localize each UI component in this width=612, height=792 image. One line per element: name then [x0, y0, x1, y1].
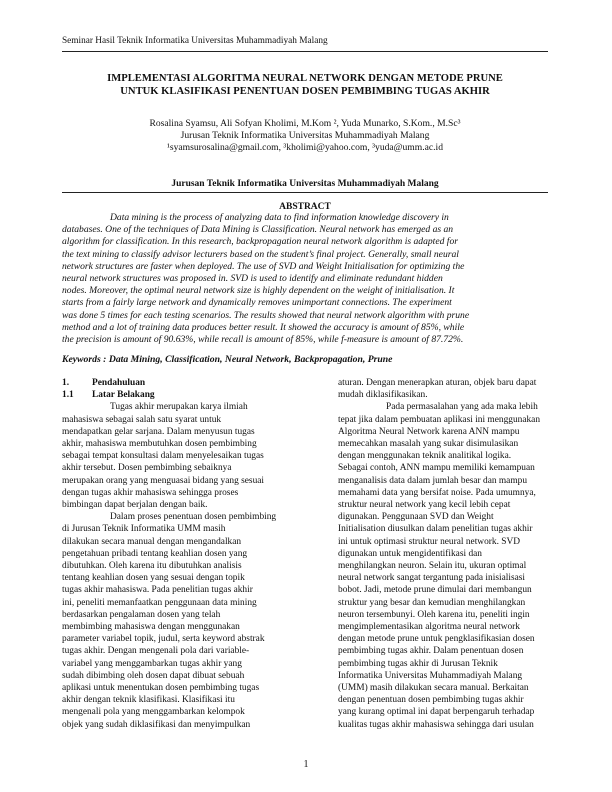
text-line: digunakan. Penggunaan SVD dan Weight [338, 512, 494, 523]
text-line: menghilangkan neuron. Selain itu, ukuran optimal [338, 561, 527, 572]
text-line: mudah diklasifikasikan. [338, 390, 428, 401]
text-line: method and a lot of training data produces better result. It showed the accuracy is amount of 85%, while [62, 321, 465, 333]
author-affiliation: Jurusan Teknik Informatika Universitas Muhammadiyah Malang [180, 130, 430, 142]
author-names: Rosalina Syamsu, Ali Sofyan Kholimi, M.Kom ², Yuda Munarko, S.Kom., M.Sc³ [149, 118, 461, 129]
title-line: UNTUK KLASIFIKASI PENENTUAN DOSEN PEMBIMBING TUGAS AKHIR [120, 85, 490, 97]
page-number: 1 [303, 759, 309, 770]
text-line: mahasiswa sebagai salah satu syarat untuk [62, 414, 222, 425]
title-line: IMPLEMENTASI ALGORITMA NEURAL NETWORK DENGAN METODE PRUNE [107, 73, 503, 84]
text-line: Data mining is the process of analyzing data to find information knowledge discovery in [110, 212, 449, 223]
text-line: akhir dengan teknik klasifikasi. Klasifikasi itu [62, 695, 235, 706]
text-line: di Jurusan Teknik Informatika UMM masih [62, 524, 226, 535]
text-line: dilakukan secara manual dengan mengandalkan [62, 536, 242, 547]
section-heading [62, 377, 274, 389]
abstract-body [62, 212, 548, 346]
section-title: Pendahuluan [92, 378, 146, 388]
text-line: akhir, mahasiswa membutuhkan dosen pembimbing [62, 439, 257, 450]
text-line: ini untuk optimasi struktur neural network. SVD [338, 536, 521, 547]
text-line: nodes. Moreover, the optimal neural network size is highly dependent on the weight of initialisation. It [62, 285, 455, 297]
text-line: neural network sangat tergantung pada inisialisasi [338, 573, 526, 584]
author-block [62, 118, 548, 155]
text-line: mengenali pola yang menggambarkan kelompok [62, 707, 245, 718]
text-line: memecahkan masalah yang sukar disimulasikan [338, 439, 519, 450]
text-line: was done 5 times for each testing scenarios. The results showed that neural network algorithm with prune [62, 309, 470, 321]
text-line: dengan tugas akhir mahasiswa sehingga proses [62, 487, 239, 498]
text-line: membimbing mahasiswa dengan menggunakan [62, 622, 240, 633]
paper-title [62, 73, 548, 98]
text-line: bimbingan dapat berjalan dengan baik. [62, 500, 208, 511]
text-line: berdasarkan pengalaman dosen yang telah [62, 609, 221, 620]
section-number: 1. [62, 378, 70, 388]
text-line: dengan penentuan dosen pembimbing tugas akhir [338, 695, 524, 706]
text-line: aplikasi untuk menentukan dosen pembimbing tugas [62, 683, 260, 694]
text-line: bobot. Jadi, metode prune dimulai dari membangun [338, 585, 532, 596]
text-line: tugas akhir. Dengan mengenali pola dari variable- [62, 646, 250, 657]
subsection-number: 1.1 [62, 390, 74, 401]
text-line: sudah dibimbing oleh dosen dapat dibuat sebuah [62, 670, 245, 681]
text-line: merupakan orang yang menguasai bidang yang sesuai [62, 475, 265, 486]
text-line: the precision is amount of 90.63%, while recall is amount of 85%, while f-measure is amount of 87.72%. [62, 334, 464, 346]
text-line: Sebagai contoh, ANN mampu memiliki kemampuan [338, 463, 535, 474]
affiliation-banner: Jurusan Teknik Informatika Universitas Muhammadiyah Malang [171, 179, 439, 189]
text-line: kualitas tugas akhir mahasiswa sehingga dari usulan [338, 719, 534, 730]
text-line: Algoritma Neural Network karena ANN mampu [338, 426, 520, 437]
affiliation-divider [62, 192, 548, 193]
text-line: the text mining to classify advisor lecturers based on the student’s final project. Generally, small neural [62, 248, 459, 260]
text-line: mengimplementasikan algoritma neural network [338, 622, 520, 633]
text-line: pembimbing tugas akhir di Jurusan Teknik [338, 658, 498, 669]
text-line: aturan. Dengan menerapkan aturan, objek baru dapat [338, 378, 537, 388]
text-line: pembimbing tugas akhir. Dalam penentuan dosen [338, 646, 524, 657]
abstract-heading: ABSTRACT [279, 202, 331, 212]
author-emails: ¹syamsurosalina@gmail.com, ³kholimi@yahoo.com, ³yuda@umm.ac.id [167, 142, 443, 154]
text-line: neuron tersembunyi. Oleh karena itu, peneliti ingin [338, 609, 530, 620]
header-divider [62, 51, 548, 52]
text-line: Pada permasalahan yang ada maka lebih [386, 402, 538, 413]
text-line: memahami data yang bersifat noise. Pada umumnya, [338, 487, 536, 498]
text-line: digunakan untuk mengidentifikasi dan [338, 548, 482, 559]
text-line: dengan metode prune untuk pengklasifikasian dosen [338, 634, 535, 645]
text-line: (UMM) masih dilakukan secara manual. Berkaitan [338, 683, 529, 694]
text-line: pengetahuan pribadi tentang keahlian dosen yang [62, 548, 248, 559]
text-line: neural network structures was proposed in. SVD is used to identify and eliminate redundant hidden [62, 273, 443, 285]
subsection-heading [62, 389, 274, 401]
text-line: struktur neural network yang kecil lebih cepat [338, 500, 511, 511]
text-line: tentang keahlian dosen yang sesuai dengan topik [62, 573, 245, 584]
text-line: dengan menggunakan teknik analitikal logika. [338, 451, 512, 462]
text-line: Tugas akhir merupakan karya ilmiah [110, 402, 248, 413]
text-line: struktur yang besar dan kemudian menghilangkan [338, 597, 526, 608]
text-line: parameter variabel topik, judul, serta keyword abstrak [62, 634, 265, 645]
text-line: algorithm for classification. In this research, backpropagation neural network algorithm is adapted for [62, 236, 458, 248]
text-line: network structures are faster when deployed. The use of SVD and Weight Initialisation for optimizing the [62, 260, 465, 272]
left-column-body [62, 401, 277, 730]
text-line: ini, peneliti memanfaatkan penggunaan data mining [62, 597, 257, 608]
text-line: sebagai tempat konsultasi dalam menyelesaikan tugas [62, 451, 264, 462]
text-line: databases. One of the techniques of Data Mining is Classification. Neural network has emerged as an [62, 224, 454, 236]
text-line: yang kurang optimal ini dapat berpengaruh terhadap [338, 707, 535, 718]
text-line: objek yang sudah diklasifikasi dan menyimpulkan [62, 719, 251, 730]
text-line: tugas akhir mahasiswa. Pada penelitian tugas akhir [62, 585, 253, 596]
text-line: starts from a fairly large network and dynamically removes unimportant connections. The experiment [62, 297, 452, 309]
text-line: Initialisation diusulkan dalam penelitian tugas akhir [338, 524, 533, 535]
left-column [62, 377, 277, 731]
keywords: Keywords : Data Mining, Classification, Neural Network, Backpropagation, Prune [62, 354, 393, 365]
subsection-title: Latar Belakang [92, 390, 155, 401]
text-line: menganalisis data dalam jumlah besar dan mampu [338, 475, 528, 486]
text-line: tepat jika dalam pembuatan aplikasi ini menggunakan [338, 414, 541, 425]
text-line: dibutuhkan. Oleh karena itu dibutuhkan analisis [62, 561, 242, 572]
running-header: Seminar Hasil Teknik Informatika Universitas Muhammadiyah Malang [62, 36, 328, 46]
text-line: akhir tersebut. Dosen pembimbing sebaiknya [62, 463, 232, 474]
text-line: mendapatkan gelar sarjana. Dalam menyusun tugas [62, 426, 255, 437]
right-column [338, 377, 548, 731]
text-line: Dalam proses penentuan dosen pembimbing [110, 512, 277, 523]
text-line: variabel yang menggambarkan tugas akhir yang [62, 658, 242, 669]
text-line: Informatika Universitas Muhammadiyah Malang [338, 670, 523, 681]
